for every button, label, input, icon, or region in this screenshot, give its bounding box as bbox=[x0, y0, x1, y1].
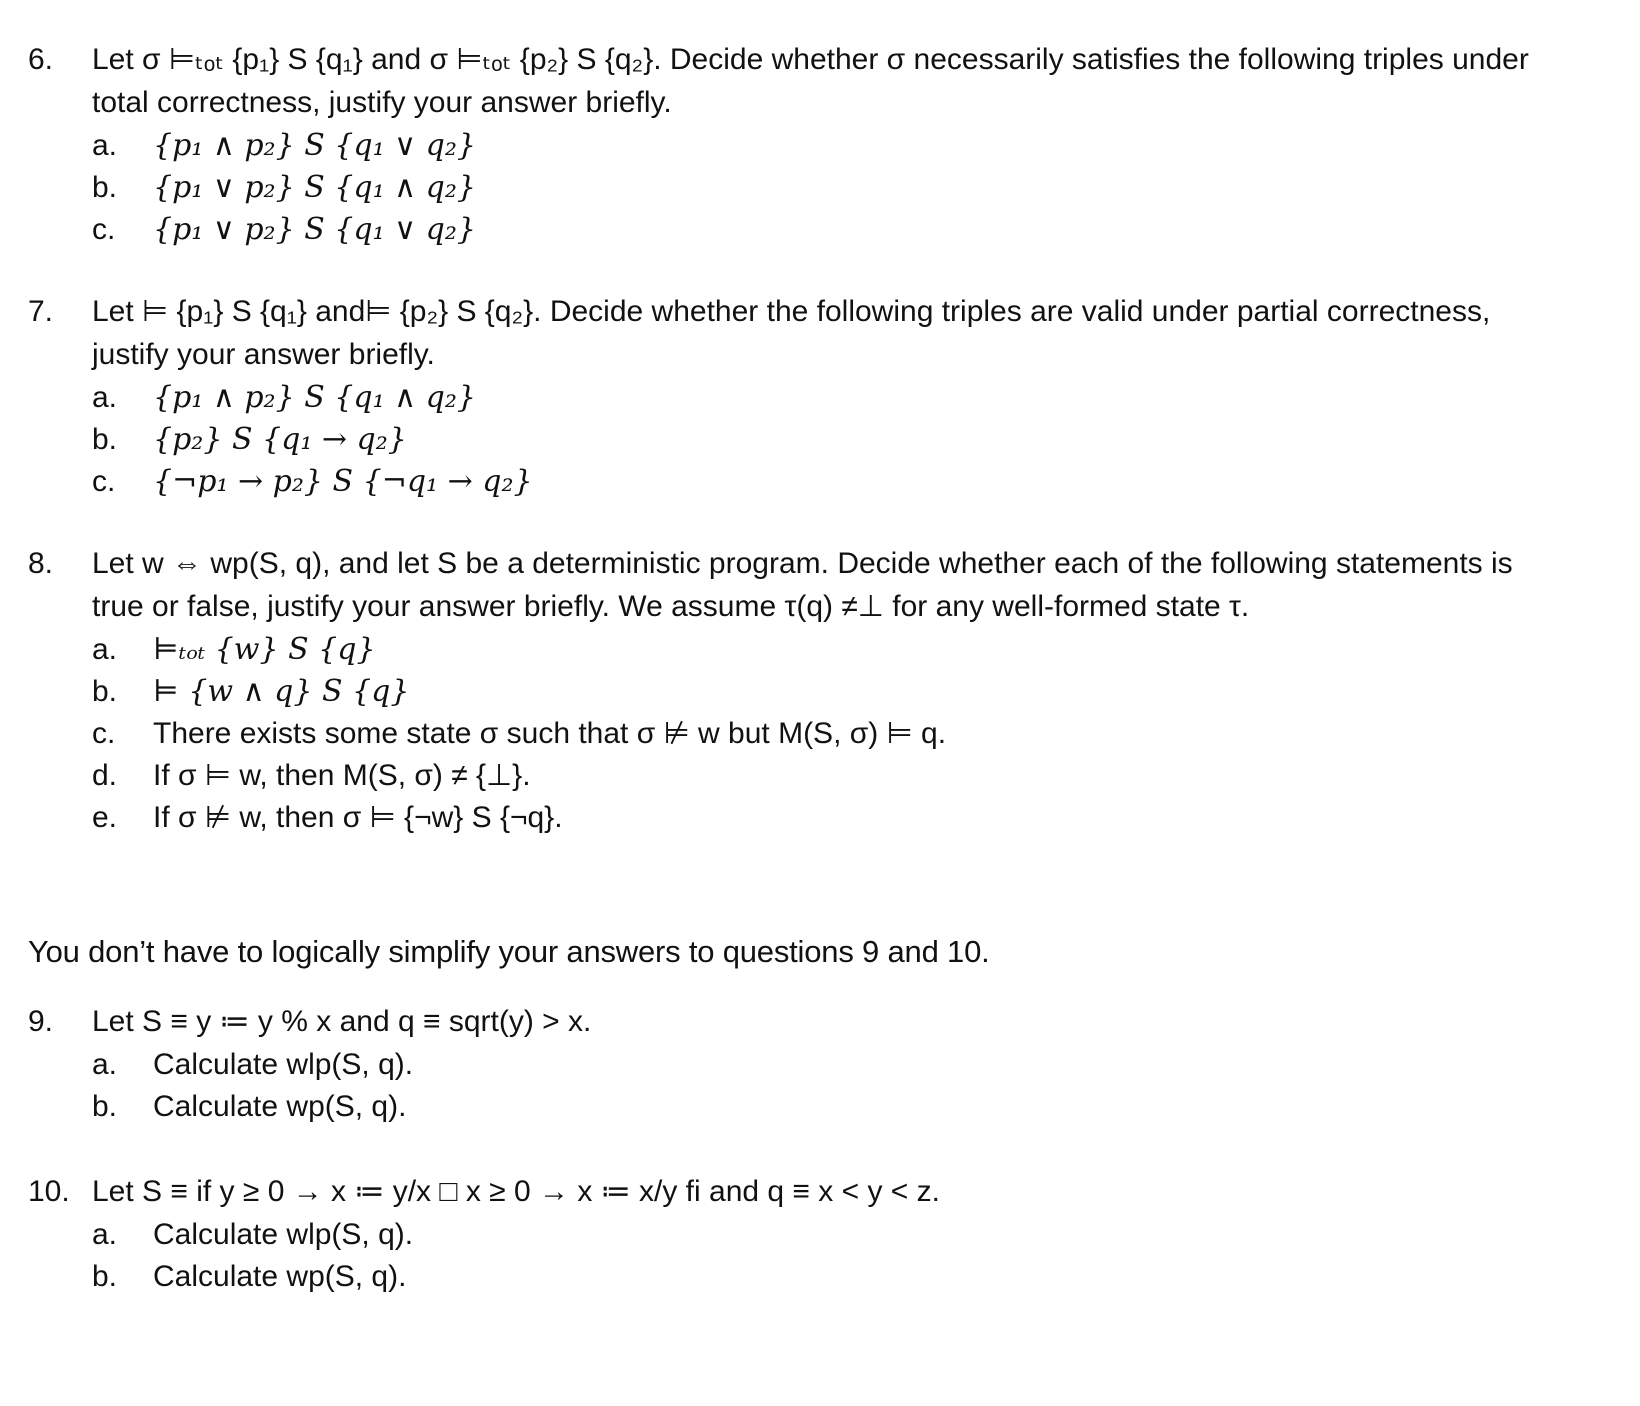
sub-item-letter: a. bbox=[92, 1218, 118, 1251]
sub-item-letter: e. bbox=[92, 801, 118, 834]
question-text: Let ⊨ {p₁} S {q₁} and⊨ {p₂} S {q₂}. Decide whether the following triples are valid under partial correctness, bbox=[92, 295, 1491, 328]
sub-item-letter: b. bbox=[92, 675, 118, 708]
question-text: Let S ≡ y ≔ y % x and q ≡ sqrt(y) > x. bbox=[92, 1005, 592, 1038]
question-number: 10. bbox=[28, 1175, 70, 1208]
question-number: 8. bbox=[28, 547, 54, 580]
sub-item-text: If σ ⊨ w, then M(S, σ) ≠ {⊥}. bbox=[153, 759, 531, 792]
sub-item-letter: d. bbox=[92, 759, 118, 792]
sub-item-text: Calculate wp(S, q). bbox=[153, 1090, 407, 1123]
question-text: Let S ≡ if y ≥ 0 → x ≔ y/x □ x ≥ 0 → x ≔ x/y fi and q ≡ x < y < z. bbox=[92, 1175, 940, 1208]
sub-item-letter: c. bbox=[92, 717, 116, 750]
sub-item-letter: b. bbox=[92, 1260, 118, 1293]
question-number: 9. bbox=[28, 1005, 54, 1038]
sub-item-text: {p₂} S {q₁ → q₂} bbox=[153, 422, 407, 457]
sub-item-text: There exists some state σ such that σ ⊭ w but M(S, σ) ⊨ q. bbox=[153, 717, 947, 750]
sub-item-text: Calculate wlp(S, q). bbox=[153, 1048, 414, 1081]
sub-item-letter: b. bbox=[92, 171, 118, 204]
sub-item-letter: a. bbox=[92, 381, 118, 414]
question-text: justify your answer briefly. bbox=[92, 338, 435, 371]
question-number: 7. bbox=[28, 295, 54, 328]
sub-item-letter: a. bbox=[92, 1048, 118, 1081]
question-text: total correctness, justify your answer briefly. bbox=[92, 86, 672, 119]
sub-item-letter: a. bbox=[92, 129, 118, 162]
sub-item-text: If σ ⊭ w, then σ ⊨ {¬w} S {¬q}. bbox=[153, 801, 563, 834]
sub-item-text: ⊨ₜₒₜ {w} S {q} bbox=[153, 632, 376, 667]
sub-item-text: {p₁ ∨ p₂} S {q₁ ∨ q₂} bbox=[153, 212, 476, 247]
question-number: 6. bbox=[28, 43, 54, 76]
sub-item-letter: c. bbox=[92, 213, 116, 246]
question-text: true or false, justify your answer briefly. We assume τ(q) ≠⊥ for any well-formed state τ. bbox=[92, 590, 1250, 623]
sub-item-text: ⊨ {w ∧ q} S {q} bbox=[153, 674, 410, 709]
sub-item-letter: b. bbox=[92, 423, 118, 456]
sub-item-text: Calculate wp(S, q). bbox=[153, 1260, 407, 1293]
sub-item-text: {¬p₁ → p₂} S {¬q₁ → q₂} bbox=[153, 464, 533, 499]
sub-item-text: Calculate wlp(S, q). bbox=[153, 1218, 414, 1251]
instruction-note: You don’t have to logically simplify your answers to questions 9 and 10. bbox=[28, 934, 990, 969]
sub-item-text: {p₁ ∨ p₂} S {q₁ ∧ q₂} bbox=[153, 170, 476, 205]
sub-item-text: {p₁ ∧ p₂} S {q₁ ∧ q₂} bbox=[153, 380, 476, 415]
sub-item-letter: c. bbox=[92, 465, 116, 498]
sub-item-letter: b. bbox=[92, 1090, 118, 1123]
question-text: Let σ ⊨ₜₒₜ {p₁} S {q₁} and σ ⊨ₜₒₜ {p₂} S {q₂}. Decide whether σ necessarily satisfies the following triples under bbox=[92, 43, 1529, 76]
sub-item-letter: a. bbox=[92, 633, 118, 666]
sub-item-text: {p₁ ∧ p₂} S {q₁ ∨ q₂} bbox=[153, 128, 476, 163]
question-text: Let w ⇔ wp(S, q), and let S be a deterministic program. Decide whether each of the following statements is bbox=[92, 547, 1513, 580]
